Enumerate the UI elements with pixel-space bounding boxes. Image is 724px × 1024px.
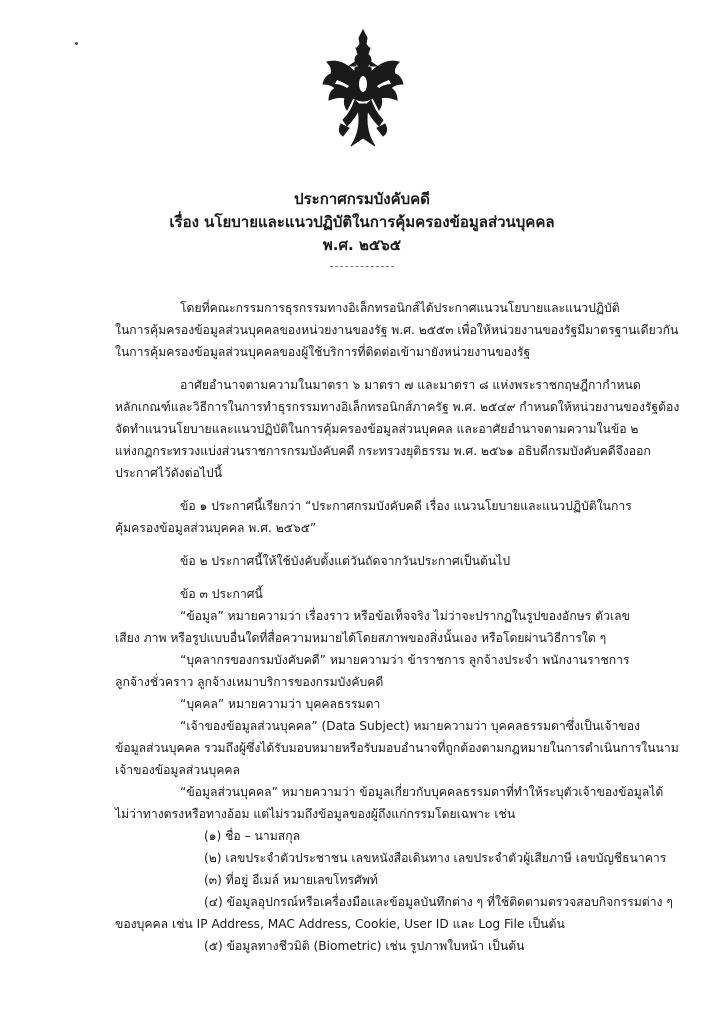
body-text-line: คุ้มครองข้อมูลส่วนบุคคล พ.ศ. ๒๕๖๕” bbox=[115, 521, 317, 535]
body-text-line: ไม่ว่าทางตรงหรือทางอ้อม แต่ไม่รวมถึงข้อมูลของผู้ถึงแก่กรรมโดยเฉพาะ เช่น bbox=[115, 807, 516, 821]
body-text-line: ในการคุ้มครองข้อมูลส่วนบุคคลของหน่วยงานของรัฐ พ.ศ. ๒๕๕๓ เพื่อให้หน่วยงานของรัฐมีมาตรฐานเดียวกัน bbox=[115, 323, 679, 337]
body-text-line: ลูกจ้างชั่วคราว ลูกจ้างเหมาบริการของกรมบังคับคดี bbox=[115, 675, 384, 689]
body-text-line: “บุคลากรของกรมบังคับคดี” หมายความว่า ข้าราชการ ลูกจ้างประจำ พนักงานราชการ bbox=[180, 653, 630, 667]
body-text-line: “บุคคล” หมายความว่า บุคคลธรรมดา bbox=[180, 697, 381, 711]
body-text-line: ในการคุ้มครองข้อมูลส่วนบุคคลของผู้ใช้บริการที่ติดต่อเข้ามายังหน่วยงานของรัฐ bbox=[115, 345, 531, 359]
body-text-line: ข้อมูลส่วนบุคคล รวมถึงผู้ซึ่งได้รับมอบหมายหรือรับมอบอำนาจที่ถูกต้องตามกฎหมายในการดำเนินการในนาม bbox=[115, 741, 679, 755]
body-text-line: โดยที่คณะกรรมการธุรกรรมทางอิเล็กทรอนิกส์ได้ประกาศแนวนโยบายและแนวปฏิบัติ bbox=[180, 301, 620, 315]
body-text-line: (๒) เลขประจำตัวประชาชน เลขหนังสือเดินทาง เลขประจำตัวผู้เสียภาษี เลขบัญชีธนาคาร bbox=[204, 851, 667, 865]
body-text-line: “ข้อมูลส่วนบุคคล” หมายความว่า ข้อมูลเกี่ยวกับบุคคลธรรมดาที่ทำให้ระบุตัวเจ้าของข้อมูลได้ bbox=[180, 785, 664, 799]
body-text-line: “ข้อมูล” หมายความว่า เรื่องราว หรือข้อเท็จจริง ไม่ว่าจะปรากฏในรูปของอักษร ตัวเลข bbox=[180, 609, 630, 623]
body-text-line: จัดทำแนวนโยบายและแนวปฏิบัติในการคุ้มครองข้อมูลส่วนบุคคล และอาศัยอำนาจตามความในข้อ ๒ bbox=[115, 422, 639, 436]
announcement-subject: เรื่อง นโยบายและแนวปฏิบัติในการคุ้มครองข้อมูลส่วนบุคคล bbox=[169, 213, 555, 231]
body-text-line: อาศัยอำนาจตามความในมาตรา ๖ มาตรา ๗ และมาตรา ๘ แห่งพระราชกฤษฎีกากำหนด bbox=[180, 378, 641, 392]
body-text-line: ข้อ ๑ ประกาศนี้เรียกว่า “ประกาศกรมบังคับคดี เรื่อง แนวนโยบายและแนวปฏิบัติในการ bbox=[180, 499, 632, 513]
body-text-line: (๓) ที่อยู่ อีเมล์ หมายเลขโทรศัพท์ bbox=[204, 873, 378, 887]
body-text-line: (๕) ข้อมูลทางชีวมิติ (Biometric) เช่น รูปภาพใบหน้า เป็นต้น bbox=[204, 939, 525, 953]
body-text-line: เสียง ภาพ หรือรูปแบบอื่นใดที่สื่อความหมายได้โดยสภาพของสิ่งนั้นเอง หรือโดยผ่านวิธีการใด ๆ bbox=[115, 631, 607, 645]
body-text-line: “เจ้าของข้อมูลส่วนบุคคล” (Data Subject) หมายความว่า บุคคลธรรมดาซึ่งเป็นเจ้าของ bbox=[180, 719, 640, 733]
body-text-line: ของบุคคล เช่น IP Address, MAC Address, Cookie, User ID และ Log File เป็นต้น bbox=[115, 917, 565, 931]
body-text-line: ข้อ ๒ ประกาศนี้ให้ใช้บังคับตั้งแต่วันถัดจากวันประกาศเป็นต้นไป bbox=[180, 554, 511, 568]
announcement-title: ประกาศกรมบังคับคดี bbox=[294, 190, 430, 208]
body-text-line: (๑) ชื่อ – นามสกุล bbox=[204, 829, 301, 843]
body-text-line: (๔) ข้อมูลอุปกรณ์หรือเครื่องมือและข้อมูลบันทึกต่าง ๆ ที่ใช้ติดตามตรวจสอบกิจกรรมต่าง ๆ bbox=[204, 895, 673, 909]
body-text-line: เจ้าของข้อมูลส่วนบุคคล bbox=[115, 763, 241, 777]
body-text-line: ข้อ ๓ ประกาศนี้ bbox=[180, 587, 263, 601]
body-text-line: แห่งกฎกระทรวงแบ่งส่วนราชการกรมบังคับคดี กระทรวงยุติธรรม พ.ศ. ๒๕๖๑ อธิบดีกรมบังคับคดีจึงออก bbox=[115, 444, 651, 458]
body-text-line: ประกาศไว้ดังต่อไปนี้ bbox=[115, 466, 223, 480]
announcement-year: พ.ศ. ๒๕๖๕ bbox=[322, 236, 402, 254]
body-text-line: หลักเกณฑ์และวิธีการในการทำธุรกรรมทางอิเล็กทรอนิกส์ภาครัฐ พ.ศ. ๒๕๔๙ กำหนดให้หน่วยงานของรัฐต้อง bbox=[115, 400, 680, 414]
